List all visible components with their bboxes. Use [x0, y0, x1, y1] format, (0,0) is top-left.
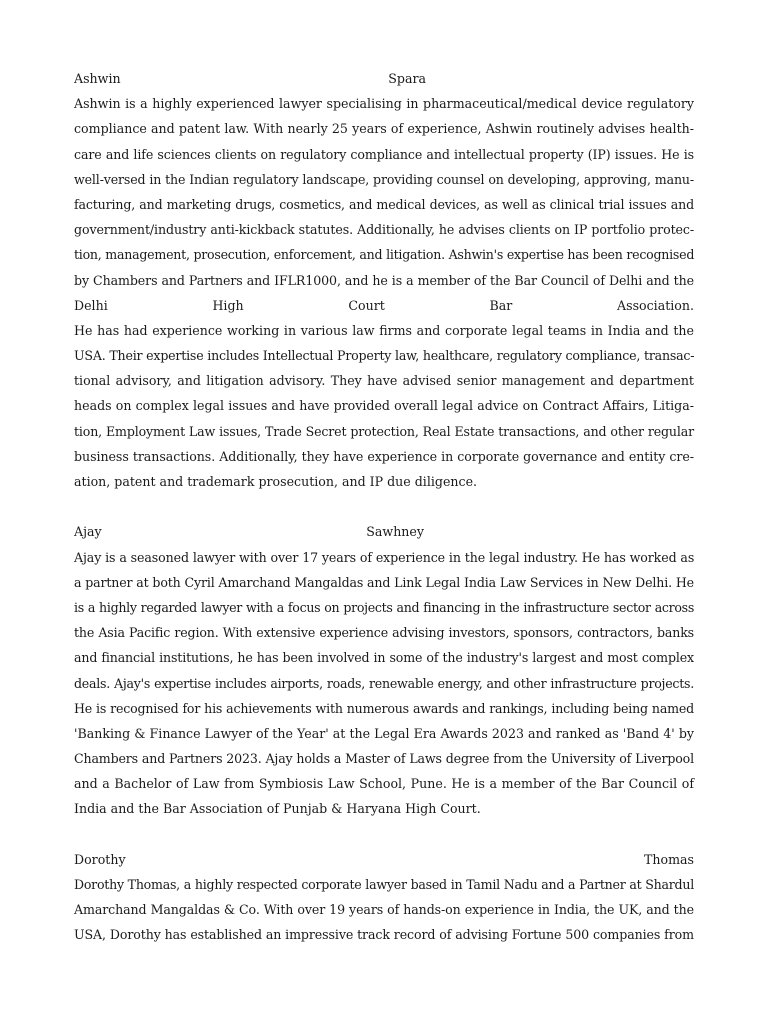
text-line: Delhi High Court Bar Association.	[74, 297, 694, 313]
text-line: He has had experience working in various law firms and corporate legal teams in India and the	[74, 322, 694, 338]
last-name: Thomas	[643, 851, 694, 867]
profile-bio-dorothy	[74, 872, 694, 948]
text-line: compliance and patent law. With nearly 25 years of experience, Ashwin routinely advises health-	[74, 121, 694, 137]
text-line: Dorothy Thomas, a highly respected corporate lawyer based in Tamil Nadu and a Partner at Shardul	[74, 877, 694, 892]
profile-name-ajay	[74, 519, 694, 544]
text-line: the Asia Pacific region. With extensive experience advising investors, sponsors, contractors, banks	[74, 625, 694, 641]
text-line: USA, Dorothy has established an impressive track record of advising Fortune 500 companies from	[74, 927, 694, 943]
text-line: business transactions. Additionally, they have experience in corporate governance and entity cre-	[74, 448, 694, 464]
text-line: Chambers and Partners 2023. Ajay holds a Master of Laws degree from the University of Liverpool	[74, 751, 694, 767]
last-name: Sawhney	[366, 524, 424, 540]
text-line: is a highly regarded lawyer with a focus on projects and financing in the infrastructure sector across	[74, 599, 694, 615]
first-name: Ajay	[74, 524, 102, 540]
text-line: Amarchand Mangaldas & Co. With over 19 years of hands-on experience in India, the UK, and the	[74, 902, 694, 918]
profile-name-dorothy	[74, 847, 694, 872]
text-line: well-versed in the Indian regulatory landscape, providing counsel on developing, approving, manu-	[74, 171, 694, 187]
first-name: Ashwin	[74, 71, 121, 86]
text-line: India and the Bar Association of Punjab & Haryana High Court.	[74, 801, 481, 817]
text-line: by Chambers and Partners and IFLR1000, and he is a member of the Bar Council of Delhi and the	[74, 272, 694, 288]
text-line: Ajay is a seasoned lawyer with over 17 years of experience in the legal industry. He has worked as	[74, 549, 695, 565]
paragraph-gap	[74, 822, 694, 847]
profile-bio-ashwin	[74, 91, 694, 494]
text-line: He is recognised for his achievements with numerous awards and rankings, including being named	[74, 700, 694, 716]
text-line: and a Bachelor of Law from Symbiosis Law School, Pune. He is a member of the Bar Council of	[74, 776, 694, 792]
text-line: tion, Employment Law issues, Trade Secret protection, Real Estate transactions, and other regular	[74, 423, 694, 439]
text-line: government/industry anti-kickback statutes. Additionally, he advises clients on IP portfolio protec-	[74, 222, 694, 238]
first-name: Dorothy	[74, 851, 126, 867]
text-line: and financial institutions, he has been involved in some of the industry's largest and most complex	[74, 650, 694, 666]
text-line: deals. Ajay's expertise includes airports, roads, renewable energy, and other infrastructure projects.	[74, 675, 694, 691]
profile-name-ashwin	[74, 66, 694, 91]
text-line: facturing, and marketing drugs, cosmetics, and medical devices, as well as clinical trial issues and	[74, 196, 694, 212]
paragraph-gap	[74, 494, 694, 519]
profile-bio-ajay	[74, 545, 694, 822]
text-line: heads on complex legal issues and have provided overall legal advice on Contract Affairs, Litiga-	[74, 398, 694, 414]
text-line: 'Banking & Finance Lawyer of the Year' at the Legal Era Awards 2023 and ranked as 'Band 4' by	[74, 725, 694, 741]
text-line: care and life sciences clients on regulatory compliance and intellectual property (IP) issues. He is	[74, 146, 694, 162]
text-line: ation, patent and trademark prosecution, and IP due diligence.	[74, 474, 478, 489]
text-line: a partner at both Cyril Amarchand Mangaldas and Link Legal India Law Services in New Delhi. He	[74, 574, 694, 590]
text-line: Ashwin is a highly experienced lawyer specialising in pharmaceutical/medical device regulatory	[74, 96, 694, 112]
last-name: Spara	[388, 71, 426, 86]
document-page	[74, 66, 694, 948]
text-line: USA. Their expertise includes Intellectual Property law, healthcare, regulatory compliance, transac-	[74, 348, 695, 364]
text-line: tional advisory, and litigation advisory. They have advised senior management and department	[74, 373, 694, 389]
text-line: tion, management, prosecution, enforcement, and litigation. Ashwin's expertise has been recognised	[74, 247, 695, 263]
